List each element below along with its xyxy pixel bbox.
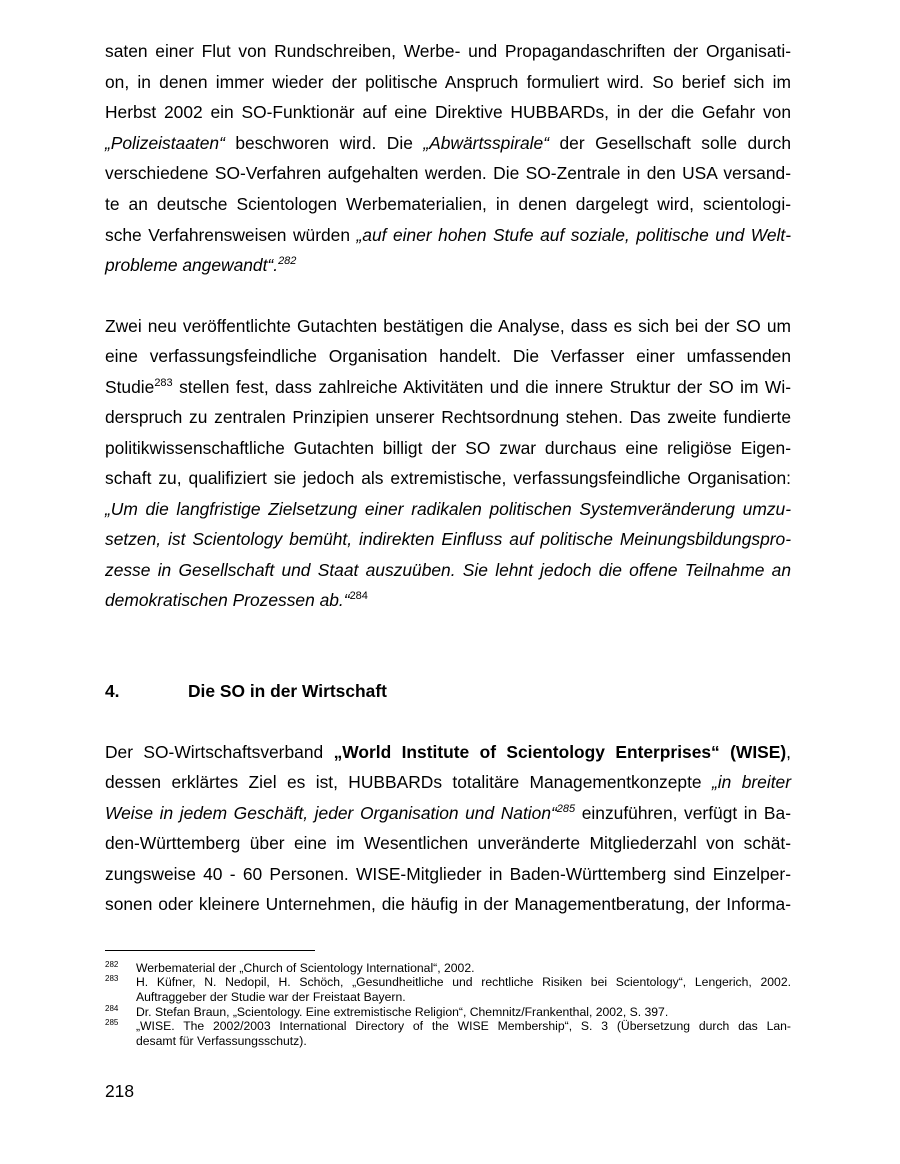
text-line: eine verfassungsfeindliche Organisation handelt. Die Verfasser einer umfassenden [105,346,791,366]
footnote-text: desamt für Verfassungsschutz). [136,1034,307,1048]
text-line [105,499,791,519]
footnote-ref[interactable]: 284 [349,590,368,602]
quote: Weise in jedem Geschäft, jeder Organisation und Nation“ [105,803,557,823]
text-line: Herbst 2002 ein SO-Funktionär auf eine Direktive HUBBARDs, in der die Gefahr von [105,102,791,122]
footnote-separator [105,950,315,951]
text-line: derspruch zu zentralen Prinzipien unserer Rechtsordnung stehen. Das zweite fundierte [105,407,791,427]
text-line: den-Württemberg über eine im Wesentlichen unveränderte Mitgliederzahl von schät- [105,833,791,853]
footnote-ref[interactable]: 282 [278,255,297,267]
quote: „Abwärtsspirale“ [423,133,549,153]
footnote-ref[interactable]: 283 [154,377,173,389]
quote: setzen, ist Scientology bemüht, indirekten Einfluss auf politische Meinungsbildungspro- [105,529,791,549]
text-line [105,255,791,275]
text-line [105,529,791,549]
footnote-number: 282 [105,960,119,969]
quote: zesse in Gesellschaft und Staat auszuüben. Sie lehnt jedoch die offene Teilnahme an [105,560,791,580]
footnote-number: 285 [105,1018,119,1027]
quote: „auf einer hohen Stufe auf soziale, politische und Welt- [356,225,792,245]
section-title: Die SO in der Wirtschaft [188,681,387,701]
quote: „Polizeistaaten“ [105,133,225,153]
text-line: Weise in jedem Geschäft, jeder Organisation und Nation“$^{285}$ einzuführen, verfügt in Ba- [105,803,791,823]
text-line: Der SO-Wirtschaftsverband „World Institute of Scientology Enterprises“ (WISE), [105,742,791,762]
text-line: Zwei neu veröffentlichte Gutachten bestätigen die Analyse, dass es sich bei der SO um [105,316,791,336]
footnote-number: 284 [105,1004,119,1013]
footnote-text: Dr. Stefan Braun, „Scientology. Eine extremistische Religion“, Chemnitz/Frankenthal, 2002, S. 397. [136,1005,669,1019]
footnote-text: Auftraggeber der Studie war der Freistaat Bayern. [136,990,406,1004]
text-line [105,560,791,580]
footnote-text: Werbematerial der „Church of Scientology International“, 2002. [136,961,475,975]
text-line: schaft zu, qualifiziert sie jedoch als extremistische, verfassungsfeindliche Organisation: [105,468,791,488]
text-line: Studie$^{283}$ stellen fest, dass zahlreiche Aktivitäten und die innere Struktur der SO im Wi- [105,377,791,397]
footnote-text: H. Küfner, N. Nedopil, H. Schöch, „Gesundheitliche und rechtliche Risiken bei Scientology“, Lengerich, 2002. [136,975,791,989]
text-line [105,590,791,610]
quote: demokratischen Prozessen ab.“ [105,590,350,610]
text-line: on, in denen immer wieder der politische Anspruch formuliert wird. So berief sich im [105,72,791,92]
text-line: zungsweise 40 - 60 Personen. WISE-Mitglieder in Baden-Württemberg sind Einzelper- [105,864,791,884]
quote: probleme angewandt“. [105,255,279,275]
text-line: politikwissenschaftliche Gutachten billigt der SO zwar durchaus eine religiöse Eigen- [105,438,791,458]
text-line: verschiedene SO-Verfahren aufgehalten werden. Die SO-Zentrale in den USA versand- [105,163,791,183]
organization-name: „World Institute of Scientology Enterprises“ (WISE) [333,742,787,762]
page-number: 218 [105,1081,135,1101]
text-line: te an deutsche Scientologen Werbematerialien, in denen dargelegt wird, scientologi- [105,194,791,214]
footnote-number: 283 [105,974,119,983]
quote: „in breiter [712,772,792,792]
text-line: saten einer Flut von Rundschreiben, Werbe- und Propagandaschriften der Organisati- [105,41,791,61]
footnote-ref[interactable]: 285 [556,803,576,815]
text-line: sche Verfahrensweisen würden „auf einer hohen Stufe auf soziale, politische und Welt- [105,225,792,245]
quote: „Um die langfristige Zielsetzung einer radikalen politischen Systemveränderung umzu- [105,499,791,519]
text-line: „Polizeistaaten“ beschworen wird. Die „Abwärtsspirale“ der Gesellschaft solle durch [105,133,791,153]
text-line: sonen oder kleinere Unternehmen, die häufig in der Managementberatung, der Informa- [105,894,791,914]
footnote-text: „WISE. The 2002/2003 International Directory of the WISE Membership“, S. 3 (Übersetzung durch das Lan- [136,1019,791,1033]
section-number: 4. [105,681,120,701]
text-line: dessen erklärtes Ziel es ist, HUBBARDs totalitäre Managementkonzepte „in breiter [105,772,792,792]
